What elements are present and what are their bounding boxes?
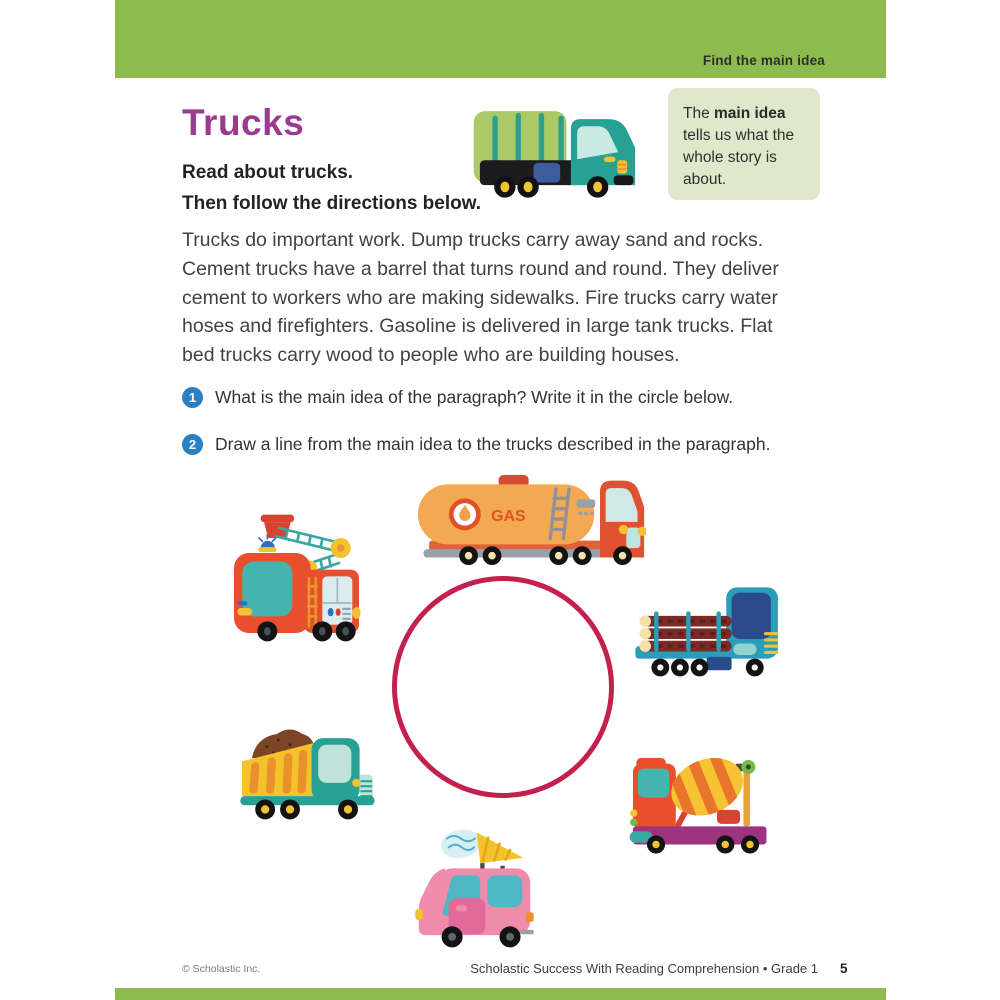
gas-tanker-truck-illustration (416, 472, 646, 568)
direction-number-badge: 2 (182, 434, 203, 455)
passage-line: bed trucks carry wood to people who are building houses. (182, 344, 680, 367)
passage-line: Cement trucks have a barrel that turns round and round. They deliver (182, 257, 779, 280)
cement-mixer-truck-illustration (612, 734, 780, 856)
direction-text: Draw a line from the main idea to the trucks described in the paragraph. (215, 434, 771, 454)
direction-text: What is the main idea of the paragraph? Write it in the circle below. (215, 387, 734, 407)
main-idea-write-circle (392, 576, 614, 798)
callout-text-bold: main idea (714, 105, 786, 122)
intro-line-2: Then follow the directions below. (182, 193, 482, 214)
intro-line-1: Read about trucks. (182, 162, 354, 183)
copyright-text: © Scholastic Inc. (182, 963, 261, 975)
log-truck-illustration (627, 582, 789, 680)
book-title: Scholastic Success With Reading Comprehension • Grade 1 (470, 961, 818, 976)
direction-item-1 (182, 386, 862, 409)
callout-text-post: tells us what the whole story is about. (683, 127, 795, 188)
passage-line: cement to workers who are making sidewalks. Fire trucks carry water (182, 286, 779, 309)
page-title: Trucks (182, 102, 305, 143)
page-number: 5 (840, 961, 848, 976)
callout-text-pre: The (683, 105, 715, 122)
footer-bar (115, 988, 886, 1000)
gas-label: GAS (491, 507, 526, 525)
dump-truck-illustration (226, 710, 388, 826)
direction-item-2 (182, 433, 862, 456)
intro-text (182, 157, 481, 219)
main-idea-callout (668, 88, 820, 200)
header-bar (115, 0, 886, 78)
reading-passage (182, 226, 842, 370)
fire-truck-illustration (224, 498, 374, 653)
skill-label: Find the main idea (702, 53, 825, 68)
passage-line: Trucks do important work. Dump trucks carry away sand and rocks. (182, 229, 764, 251)
garbage-truck-illustration (471, 102, 636, 205)
direction-number-badge: 1 (182, 387, 203, 408)
ice-cream-truck-illustration (410, 813, 546, 951)
passage-line: hoses and firefighters. Gasoline is delivered in large tank trucks. Flat (182, 315, 773, 338)
